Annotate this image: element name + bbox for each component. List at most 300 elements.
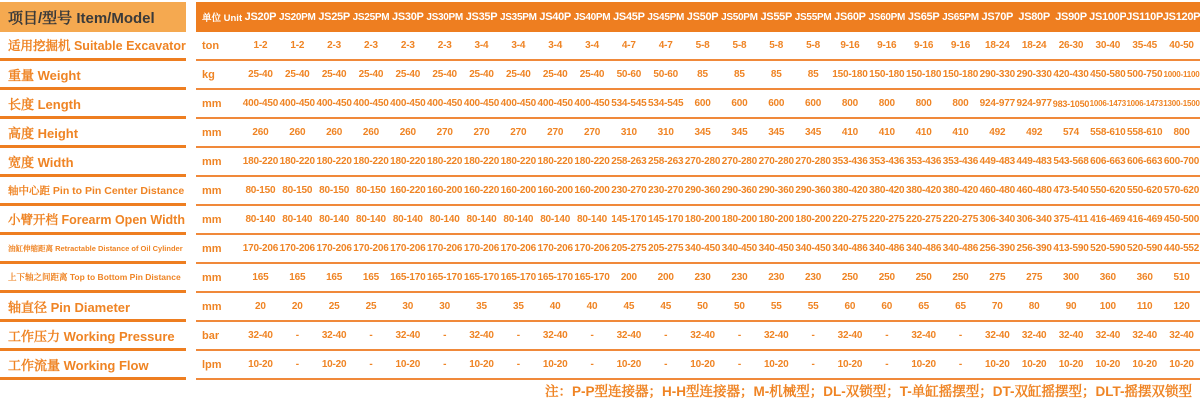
row-label: 宽度 Width: [0, 148, 186, 177]
value-cell: 145-170: [611, 214, 647, 225]
unit-cell: ton: [202, 39, 220, 52]
value-cell: 165-170: [574, 272, 610, 283]
value-cell: 170-206: [537, 243, 573, 254]
value-cell: 160-200: [500, 185, 536, 196]
value-cell: 165: [362, 272, 379, 283]
value-cell: 180-220: [500, 156, 536, 167]
value-cell: 353-436: [869, 156, 905, 167]
column-gap: [186, 90, 196, 119]
value-cell: 32-40: [911, 330, 936, 341]
value-cell: 35: [512, 301, 524, 312]
value-cell: 220-275: [942, 214, 979, 225]
model-column-header: JS35PM: [500, 11, 537, 23]
value-cell: 85: [807, 69, 819, 80]
value-cell: 800: [841, 98, 858, 109]
value-cell: 180-200: [795, 214, 831, 225]
row-data: [196, 119, 1200, 148]
value-cell: 165: [326, 272, 343, 283]
value-cell: 520-590: [1090, 243, 1126, 254]
model-column-header: JS25PM: [352, 11, 390, 23]
value-cell: 416-469: [1127, 214, 1163, 225]
value-cell: -: [295, 359, 299, 370]
row-label: 工作流量 Working Flow: [0, 351, 186, 380]
model-column-header: JS20PM: [278, 11, 316, 23]
row-data: [196, 264, 1200, 293]
value-cell: 165: [252, 272, 269, 283]
value-cell: 32-40: [1132, 330, 1157, 341]
value-cell: 983-1050: [1052, 98, 1090, 109]
value-cell: 10-20: [690, 359, 715, 370]
value-cell: 35: [476, 301, 487, 312]
value-cell: 45: [660, 301, 672, 312]
value-cell: -: [369, 359, 373, 370]
value-cell: 10-20: [321, 359, 347, 370]
value-cell: 340-486: [942, 243, 979, 254]
value-cell: 180-220: [279, 156, 315, 167]
value-cell: 170-206: [426, 243, 463, 254]
row-label: 轴中心距 Pin to Pin Center Distance: [0, 177, 186, 206]
value-cell: 340-486: [869, 243, 905, 254]
value-cell: 32-40: [248, 330, 273, 341]
value-cell: 558-610: [1090, 127, 1126, 138]
value-cell: 55: [770, 301, 782, 312]
value-cell: 5-8: [806, 40, 820, 51]
unit-cell: mm: [202, 184, 222, 197]
value-cell: 85: [734, 69, 745, 80]
value-cell: -: [958, 330, 963, 341]
value-cell: 270: [547, 127, 564, 138]
value-cell: 10-20: [469, 359, 494, 370]
value-cell: 400-450: [537, 98, 573, 109]
value-cell: 380-420: [869, 185, 905, 196]
value-cell: 460-480: [979, 185, 1015, 196]
row-data: [196, 90, 1200, 119]
model-column-header: JS100P: [1089, 11, 1127, 23]
value-cell: 800: [1173, 127, 1190, 138]
value-cell: 60: [881, 301, 893, 312]
column-gap: [186, 206, 196, 235]
value-cell: 1000-1100: [1163, 70, 1200, 79]
model-column-header: JS110P: [1126, 11, 1164, 23]
value-cell: 290-360: [684, 185, 721, 196]
value-cell: 250: [878, 272, 895, 283]
value-cell: 250: [915, 272, 932, 283]
value-cell: 353-436: [905, 156, 942, 167]
row-data: [196, 148, 1200, 177]
column-gap: [186, 2, 196, 32]
value-cell: 310: [620, 127, 637, 138]
value-cell: 10-20: [1021, 359, 1047, 370]
column-gap: [186, 119, 196, 148]
value-cell: 4-7: [621, 40, 636, 51]
value-cell: 18-24: [985, 40, 1010, 51]
value-cell: 10-20: [911, 359, 936, 370]
value-cell: 170-206: [279, 243, 315, 254]
value-cell: 150-180: [832, 69, 868, 80]
value-cell: 80-140: [429, 214, 460, 225]
value-cell: 40: [586, 301, 598, 312]
value-cell: 120: [1173, 301, 1190, 312]
value-cell: 543-568: [1053, 156, 1089, 167]
value-cell: 4-7: [658, 40, 673, 51]
value-cell: 290-360: [758, 185, 794, 196]
value-cell: 32-40: [1058, 330, 1084, 341]
value-cell: 80-140: [577, 214, 607, 225]
row-label: 长度 Length: [0, 90, 186, 119]
row-data: [196, 351, 1200, 380]
model-column-header: JS45P: [613, 11, 645, 23]
value-cell: 400-450: [463, 98, 500, 109]
value-cell: 400-450: [242, 98, 279, 109]
value-cell: 400-450: [390, 98, 426, 109]
value-cell: 260: [399, 127, 416, 138]
value-cell: 32-40: [469, 330, 494, 341]
value-cell: 150-180: [869, 69, 905, 80]
value-cell: 30: [439, 301, 450, 312]
value-cell: 2-3: [364, 40, 378, 51]
value-cell: 256-390: [1016, 243, 1052, 254]
value-cell: 180-220: [316, 156, 352, 167]
model-column-header: JS90P: [1055, 11, 1087, 23]
model-column-header: JS70P: [981, 11, 1014, 23]
value-cell: -: [664, 330, 668, 341]
unit-column-header: 单位 Unit: [202, 13, 242, 24]
value-cell: 353-436: [942, 156, 979, 167]
value-cell: 400-450: [316, 98, 352, 109]
model-column-header: JS20P: [244, 11, 277, 23]
value-cell: 165-170: [390, 272, 426, 283]
value-cell: 510: [1173, 272, 1190, 283]
value-cell: 80-150: [282, 185, 313, 196]
value-cell: 35-45: [1132, 40, 1157, 51]
model-column-header: JS25P: [318, 11, 350, 23]
value-cell: 5-8: [695, 40, 710, 51]
value-cell: 250: [841, 272, 858, 283]
column-gap: [186, 235, 196, 264]
value-cell: 40-50: [1169, 40, 1194, 51]
value-cell: 345: [731, 127, 748, 138]
value-cell: 25: [365, 301, 377, 312]
value-cell: 400-450: [279, 98, 315, 109]
value-cell: 180-220: [463, 156, 500, 167]
column-gap: [186, 293, 196, 322]
value-cell: 360: [1099, 272, 1116, 283]
model-column-header: JS45PM: [647, 11, 684, 23]
value-cell: 10-20: [837, 359, 863, 370]
value-cell: 270: [473, 127, 490, 138]
value-cell: 413-590: [1053, 243, 1089, 254]
row-data: [196, 61, 1200, 90]
column-gap: [186, 351, 196, 380]
table-row: [0, 61, 1200, 90]
value-cell: 270: [583, 127, 601, 138]
value-cell: 10-20: [395, 359, 421, 370]
value-cell: 20: [255, 301, 266, 312]
value-cell: 32-40: [690, 330, 715, 341]
value-cell: 50-60: [616, 69, 642, 80]
value-cell: 230-270: [648, 185, 684, 196]
model-column-header: JS50PM: [721, 11, 758, 23]
spec-table: [0, 2, 1200, 380]
value-cell: 230: [731, 272, 748, 283]
value-cell: 45: [623, 301, 635, 312]
column-gap: [186, 264, 196, 293]
value-cell: 180-200: [758, 214, 794, 225]
unit-cell: mm: [202, 97, 222, 110]
value-cell: 230: [805, 272, 822, 283]
value-cell: 160-220: [463, 185, 500, 196]
value-cell: 270-280: [795, 156, 831, 167]
value-cell: 25-40: [395, 69, 421, 80]
value-cell: -: [443, 330, 447, 341]
value-cell: 80-140: [466, 214, 497, 225]
value-cell: 380-420: [905, 185, 942, 196]
value-cell: 25-40: [469, 69, 494, 80]
value-cell: 600-700: [1163, 156, 1200, 167]
value-cell: -: [443, 359, 447, 370]
value-cell: 800: [878, 98, 895, 109]
value-cell: 270: [510, 127, 527, 138]
value-cell: 3-4: [548, 40, 563, 51]
value-cell: 449-483: [1016, 156, 1052, 167]
value-cell: 230-270: [611, 185, 647, 196]
row-data: [196, 235, 1200, 264]
value-cell: 9-16: [914, 40, 934, 51]
value-cell: 10-20: [1095, 359, 1121, 370]
value-cell: 32-40: [1169, 330, 1194, 341]
value-cell: 25-40: [321, 69, 347, 80]
model-column-header: JS55P: [760, 11, 792, 23]
unit-cell: mm: [202, 155, 222, 168]
value-cell: 1006-1473: [1126, 99, 1163, 108]
value-cell: 10-20: [1169, 359, 1194, 370]
value-cell: 606-663: [1090, 156, 1126, 167]
value-cell: 25-40: [506, 69, 531, 80]
value-cell: 205-275: [611, 243, 647, 254]
value-cell: 606-663: [1127, 156, 1163, 167]
table-row: [0, 32, 1200, 61]
value-cell: 1300-1500: [1163, 99, 1200, 108]
unit-cell: mm: [202, 213, 222, 226]
value-cell: -: [885, 330, 889, 341]
value-cell: 32-40: [985, 330, 1010, 341]
value-cell: -: [811, 359, 815, 370]
value-cell: 80-150: [319, 185, 350, 196]
value-cell: 200: [657, 272, 674, 283]
row-label: 重量 Weight: [0, 61, 186, 90]
value-cell: 50: [734, 301, 745, 312]
value-cell: -: [958, 359, 963, 370]
value-cell: 150-180: [905, 69, 942, 80]
value-cell: 3-4: [474, 40, 489, 51]
value-cell: 10-20: [985, 359, 1010, 370]
value-cell: 26-30: [1058, 40, 1084, 51]
value-cell: 1-2: [253, 40, 268, 51]
model-column-header: JS65P: [907, 11, 940, 23]
value-cell: 800: [952, 98, 969, 109]
column-gap: [186, 61, 196, 90]
value-cell: 80-150: [245, 185, 276, 196]
header-row: [0, 2, 1200, 32]
value-cell: 340-450: [684, 243, 721, 254]
value-cell: 492: [989, 127, 1006, 138]
unit-cell: lpm: [202, 358, 222, 371]
column-gap: [186, 32, 196, 61]
value-cell: -: [369, 330, 373, 341]
value-cell: -: [885, 359, 889, 370]
value-cell: -: [737, 330, 741, 341]
value-cell: 340-450: [721, 243, 758, 254]
value-cell: 10-20: [1132, 359, 1157, 370]
value-cell: 150-180: [942, 69, 979, 80]
value-cell: 85: [770, 69, 782, 80]
value-cell: 80-140: [319, 214, 350, 225]
value-cell: 110: [1136, 301, 1153, 312]
value-cell: 32-40: [395, 330, 421, 341]
model-column-header: JS80P: [1018, 11, 1050, 23]
value-cell: 353-436: [832, 156, 868, 167]
value-cell: 450-580: [1090, 69, 1126, 80]
value-cell: 80-140: [355, 214, 386, 225]
value-cell: 449-483: [979, 156, 1015, 167]
value-cell: 25-40: [579, 69, 605, 80]
value-cell: 520-590: [1127, 243, 1163, 254]
value-cell: 25: [328, 301, 340, 312]
value-cell: -: [664, 359, 668, 370]
value-cell: 180-220: [426, 156, 463, 167]
value-cell: 65: [918, 301, 929, 312]
value-cell: 170-206: [353, 243, 389, 254]
value-cell: 25-40: [542, 69, 568, 80]
value-cell: 32-40: [837, 330, 863, 341]
value-cell: 180-220: [574, 156, 610, 167]
value-cell: 205-275: [648, 243, 684, 254]
value-cell: 18-24: [1021, 40, 1047, 51]
unit-cell: mm: [202, 242, 222, 255]
value-cell: 3-4: [585, 40, 599, 51]
value-cell: 492: [1026, 127, 1043, 138]
row-data: [196, 206, 1200, 235]
value-cell: 170-206: [390, 243, 426, 254]
table-row: [0, 119, 1200, 148]
value-cell: 160-220: [390, 185, 426, 196]
model-column-header: JS65PM: [942, 11, 979, 23]
value-cell: -: [516, 359, 520, 370]
value-cell: 100: [1099, 301, 1116, 312]
row-label: 轴直径 Pin Diameter: [0, 293, 186, 322]
value-cell: 275: [1026, 272, 1043, 283]
value-cell: 10-20: [542, 359, 568, 370]
value-cell: 600: [805, 98, 822, 109]
value-cell: 32-40: [616, 330, 642, 341]
value-cell: 50-60: [653, 69, 678, 80]
unit-cell: mm: [202, 126, 222, 139]
value-cell: 25-40: [358, 69, 384, 80]
value-cell: 345: [694, 127, 711, 138]
row-label: 高度 Height: [0, 119, 186, 148]
value-cell: 300: [1062, 272, 1080, 283]
value-cell: 290-360: [795, 185, 831, 196]
value-cell: 2-3: [327, 40, 342, 51]
value-cell: 534-545: [648, 98, 684, 109]
value-cell: 340-486: [832, 243, 868, 254]
value-cell: 230: [768, 272, 785, 283]
model-column-header: JS50P: [686, 11, 719, 23]
value-cell: 165-170: [537, 272, 573, 283]
row-label: 适用挖掘机 Suitable Excavator: [0, 32, 186, 61]
value-cell: 420-430: [1053, 69, 1089, 80]
value-cell: 9-16: [840, 40, 860, 51]
value-cell: -: [516, 330, 520, 341]
value-cell: 165-170: [500, 272, 536, 283]
value-cell: 558-610: [1127, 127, 1163, 138]
value-cell: 400-450: [353, 98, 389, 109]
value-cell: 450-500: [1163, 214, 1200, 225]
table-row: [0, 90, 1200, 119]
value-cell: 290-330: [979, 69, 1015, 80]
value-cell: 256-390: [979, 243, 1015, 254]
value-cell: 160-200: [537, 185, 573, 196]
table-row: [0, 235, 1200, 264]
model-column-header: JS40P: [539, 11, 571, 23]
value-cell: 32-40: [1095, 330, 1121, 341]
row-label: 上下轴之间距离 Top to Bottom Pin Distance: [0, 264, 186, 293]
row-label: 油缸伸缩距离 Retractable Distance of Oil Cylinder: [0, 235, 186, 264]
column-gap: [186, 148, 196, 177]
value-cell: 5-8: [732, 40, 747, 51]
value-cell: 40: [549, 301, 561, 312]
value-cell: 924-977: [1016, 98, 1052, 109]
value-cell: -: [590, 330, 594, 341]
value-cell: 534-545: [611, 98, 647, 109]
value-cell: 375-411: [1053, 214, 1089, 225]
value-cell: 85: [697, 69, 708, 80]
row-label: 工作压力 Working Pressure: [0, 322, 186, 351]
value-cell: 80-140: [282, 214, 313, 225]
row-data: [196, 32, 1200, 61]
value-cell: 600: [768, 98, 785, 109]
value-cell: 170-206: [500, 243, 536, 254]
value-cell: 260: [252, 127, 269, 138]
value-cell: 180-200: [684, 214, 721, 225]
value-cell: 440-552: [1163, 243, 1200, 254]
value-cell: 145-170: [648, 214, 684, 225]
value-cell: 2-3: [437, 40, 452, 51]
value-cell: 1006-1473: [1089, 99, 1127, 108]
value-cell: 10-20: [248, 359, 273, 370]
value-cell: 90: [1065, 301, 1077, 312]
value-cell: 574: [1062, 127, 1080, 138]
value-cell: 220-275: [869, 214, 905, 225]
value-cell: 170-206: [242, 243, 279, 254]
value-cell: 165: [289, 272, 306, 283]
row-data: [196, 293, 1200, 322]
header-data: [196, 2, 1200, 32]
value-cell: 410: [915, 127, 932, 138]
value-cell: 170-206: [463, 243, 500, 254]
model-column-header: JS30PM: [426, 11, 463, 23]
model-column-header: JS60P: [834, 11, 866, 23]
value-cell: 80-140: [245, 214, 276, 225]
row-data: [196, 177, 1200, 206]
table-row: [0, 351, 1200, 380]
value-cell: 275: [989, 272, 1006, 283]
type-legend-note: 注：P-P型连接器；H-H型连接器；M-机械型；DL-双锁型；T-单缸摇摆型；DT-双缸摇摆型；DLT-摇摆双锁型: [545, 384, 1192, 399]
value-cell: 258-263: [648, 156, 684, 167]
model-column-header: JS60PM: [868, 11, 906, 23]
model-column-header: JS30P: [392, 11, 424, 23]
value-cell: 180-220: [242, 156, 279, 167]
